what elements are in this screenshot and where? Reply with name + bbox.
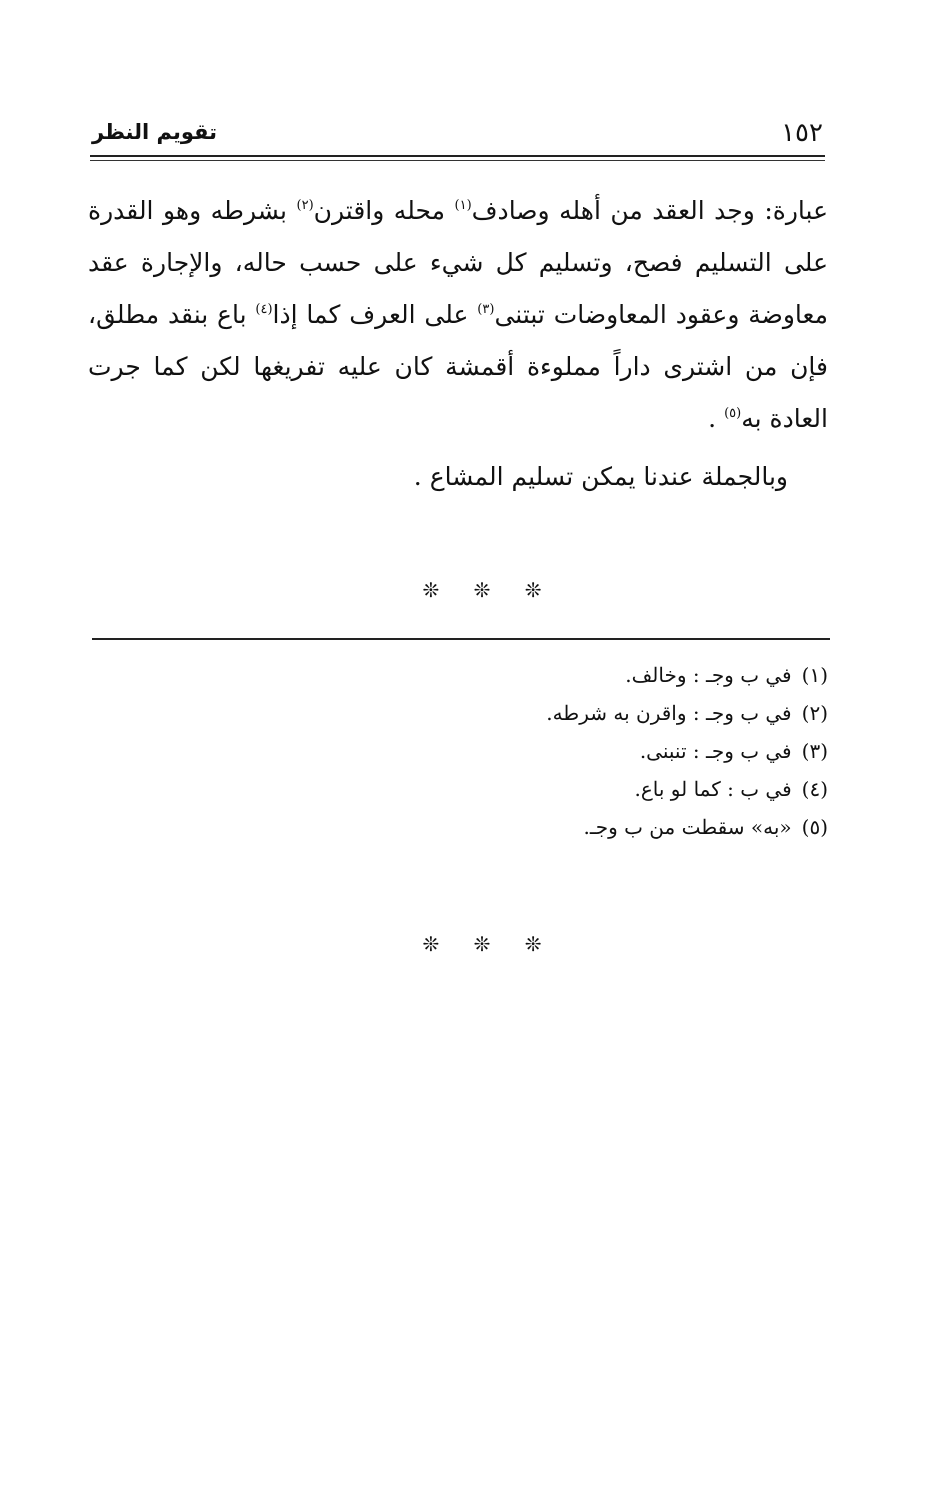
footnote-text: في ب وجـ : تنبنى. [639,739,792,763]
footnote-text: «به» سقطت من ب وجـ. [583,815,792,839]
footnote-5 [90,808,828,846]
paragraph-2: وبالجملة عندنا يمكن تسليم المشاع . [413,462,788,491]
footnote-rule [92,638,830,640]
paragraph-1-text-5: باع بنقد مطلق، فإن من اشترى داراً مملوءة أقمشة كان عليه تفريغها لكن كما جرت العادة به [88,300,828,433]
footnote-1 [90,656,828,694]
end-separator: ❊ ❊ ❊ [422,932,556,956]
footnote-ref-2[interactable]: (٢) [296,198,314,213]
page-number: ١٥٢ [781,118,823,148]
footnote-number: (٤) [801,777,828,801]
footnote-ref-1[interactable]: (١) [454,198,472,213]
main-text [88,185,828,503]
footnote-2 [90,694,828,732]
footnote-number: (١) [801,663,828,687]
footnote-text: في ب وجـ : وخالف. [625,663,792,687]
paragraph-1 [88,185,828,445]
footnote-text: في ب : كما لو باع. [634,777,792,801]
footnote-3 [90,732,828,770]
paragraph-1-text-4: على العرف كما إذا [272,300,478,329]
footnote-text: في ب وجـ : واقرن به شرطه. [546,701,792,725]
running-title: تقويم النظر [92,120,218,144]
footnote-ref-4[interactable]: (٤) [255,302,273,317]
header-rule-thin [90,160,825,161]
footnote-ref-5[interactable]: (٥) [724,406,742,421]
paragraph-1-text-1: عبارة: وجد العقد من أهله وصادف [471,196,828,225]
page-header [90,118,825,152]
header-rule [90,155,825,157]
paragraph-1-text-6: . [708,404,725,433]
footnotes [90,656,828,846]
paragraph-1-text-2: محله واقترن [313,196,455,225]
footnote-number: (٢) [801,701,828,725]
footnote-number: (٣) [801,739,828,763]
paragraph-1-text-3: بشرطه وهو القدرة على التسليم فصح، وتسليم كل شيء على حسب حاله، والإجارة عقد معاوضة وعقود المعاوضات تبتنى [88,196,829,329]
footnote-number: (٥) [801,815,828,839]
footnote-4 [90,770,828,808]
footnote-ref-3[interactable]: (٣) [477,302,495,317]
section-separator: ❊ ❊ ❊ [422,578,556,602]
